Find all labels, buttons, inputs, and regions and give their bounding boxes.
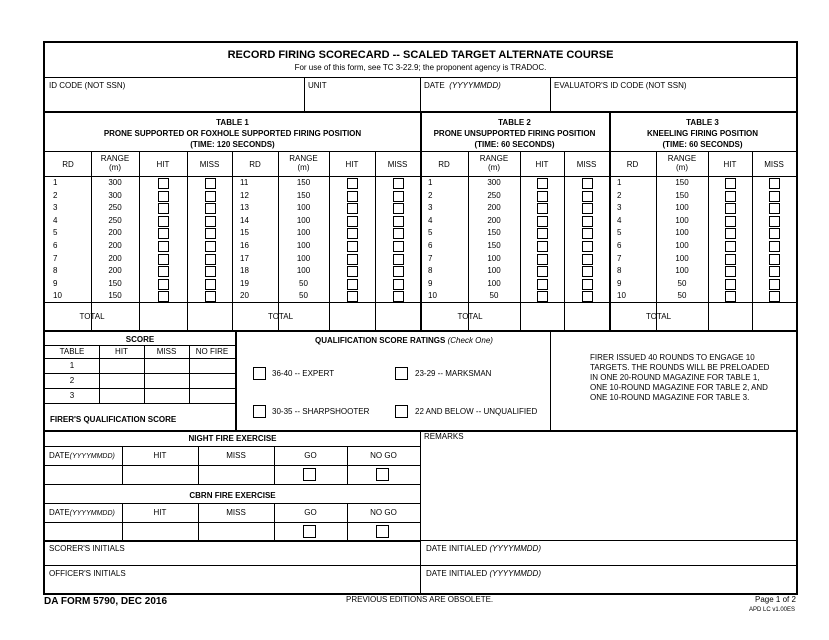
table3-rd-header: RD bbox=[626, 160, 639, 169]
remarks-label: REMARKS bbox=[424, 432, 464, 441]
round-range: 300 bbox=[108, 190, 122, 200]
table1a-rd-header: RD bbox=[62, 160, 74, 169]
round-number: 2 bbox=[617, 190, 622, 200]
round-number: 13 bbox=[240, 203, 249, 213]
hit-checkbox[interactable] bbox=[347, 291, 358, 302]
table2-heading: TABLE 2 PRONE UNSUPPORTED FIRING POSITION (TIME: 60 SECONDS) bbox=[433, 118, 596, 149]
hit-checkbox[interactable] bbox=[158, 178, 169, 189]
miss-checkbox[interactable] bbox=[582, 178, 593, 189]
table3-range-header: RANGE (m) bbox=[667, 154, 697, 172]
miss-checkbox[interactable] bbox=[205, 203, 216, 214]
miss-checkbox[interactable] bbox=[582, 203, 593, 214]
round-range: 100 bbox=[296, 215, 311, 225]
night-fire-go-header: GO bbox=[304, 451, 317, 460]
hit-checkbox[interactable] bbox=[347, 191, 358, 202]
cbrn-fire-nogo-checkbox[interactable] bbox=[376, 525, 389, 538]
round-number: 4 bbox=[53, 215, 58, 225]
hit-checkbox[interactable] bbox=[347, 241, 358, 252]
round-number: 7 bbox=[617, 253, 622, 263]
hit-checkbox[interactable] bbox=[158, 241, 169, 252]
version-label: APD LC v1.00ES bbox=[749, 607, 796, 613]
round-number: 6 bbox=[53, 241, 58, 250]
round-number: 3 bbox=[53, 203, 58, 213]
round-range: 200 bbox=[108, 253, 122, 263]
miss-checkbox[interactable] bbox=[769, 254, 780, 265]
round-range: 300 bbox=[108, 178, 122, 187]
miss-checkbox[interactable] bbox=[393, 291, 404, 302]
round-number: 10 bbox=[617, 291, 626, 301]
hit-checkbox[interactable] bbox=[537, 203, 548, 214]
hit-checkbox[interactable] bbox=[725, 216, 736, 227]
hit-checkbox[interactable] bbox=[537, 228, 548, 239]
round-range: 200 bbox=[487, 215, 501, 225]
round-range: 100 bbox=[296, 228, 311, 238]
round-range: 150 bbox=[296, 190, 311, 200]
officer-initials-label: OFFICER'S INITIALS bbox=[49, 569, 126, 578]
round-range: 100 bbox=[487, 266, 501, 276]
hit-checkbox[interactable] bbox=[158, 291, 169, 302]
miss-checkbox[interactable] bbox=[205, 241, 216, 252]
miss-checkbox[interactable] bbox=[393, 228, 404, 239]
sharpshooter-checkbox[interactable] bbox=[253, 405, 266, 418]
round-number: 4 bbox=[428, 215, 433, 225]
evaluator-id-label: EVALUATOR'S ID CODE (NOT SSN) bbox=[554, 81, 687, 90]
hit-checkbox[interactable] bbox=[725, 291, 736, 302]
cbrn-fire-go-checkbox[interactable] bbox=[303, 525, 316, 538]
round-range: 200 bbox=[108, 228, 122, 238]
hit-checkbox[interactable] bbox=[158, 203, 169, 214]
table2-total-label: TOTAL bbox=[457, 312, 483, 321]
table1b-rd-header: RD bbox=[249, 160, 261, 169]
date-label: DATE (YYYYMMDD) bbox=[424, 81, 501, 90]
round-number: 2 bbox=[53, 190, 58, 200]
hit-checkbox[interactable] bbox=[537, 178, 548, 189]
round-number: 1 bbox=[53, 178, 58, 187]
round-range: 200 bbox=[108, 266, 122, 276]
miss-checkbox[interactable] bbox=[769, 266, 780, 277]
round-range: 50 bbox=[299, 278, 308, 288]
hit-checkbox[interactable] bbox=[725, 178, 736, 189]
round-number: 8 bbox=[428, 266, 433, 276]
round-number: 20 bbox=[240, 291, 249, 301]
round-range: 200 bbox=[108, 241, 122, 250]
miss-checkbox[interactable] bbox=[205, 216, 216, 227]
round-number: 10 bbox=[428, 291, 437, 301]
table1b-range-header: RANGE (m) bbox=[289, 154, 318, 172]
hit-checkbox[interactable] bbox=[537, 254, 548, 265]
hit-checkbox[interactable] bbox=[537, 266, 548, 277]
hit-checkbox[interactable] bbox=[347, 216, 358, 227]
miss-checkbox[interactable] bbox=[393, 216, 404, 227]
round-number: 4 bbox=[617, 215, 622, 225]
miss-checkbox[interactable] bbox=[393, 241, 404, 252]
hit-checkbox[interactable] bbox=[347, 266, 358, 277]
table1a-miss-header: MISS bbox=[199, 160, 220, 169]
miss-checkbox[interactable] bbox=[582, 241, 593, 252]
table3-hit-header: HIT bbox=[723, 160, 737, 169]
table2-rd-header: RD bbox=[438, 160, 450, 169]
round-number: 2 bbox=[428, 190, 433, 200]
miss-checkbox[interactable] bbox=[393, 191, 404, 202]
hit-checkbox[interactable] bbox=[347, 228, 358, 239]
hit-checkbox[interactable] bbox=[725, 191, 736, 202]
form-title: RECORD FIRING SCORECARD -- SCALED TARGET ALTERNATE COURSE bbox=[227, 49, 614, 61]
cbrn-fire-date-label: DATE(YYYYMMDD) bbox=[49, 508, 115, 517]
round-number: 6 bbox=[428, 241, 433, 250]
score-header: TABLE bbox=[59, 347, 85, 356]
form-subtitle: For use of this form, see TC 3-22.9; the proponent agency is TRADOC. bbox=[294, 63, 547, 72]
night-fire-go-checkbox[interactable] bbox=[303, 468, 316, 481]
hit-checkbox[interactable] bbox=[158, 216, 169, 227]
miss-checkbox[interactable] bbox=[205, 291, 216, 302]
round-range: 100 bbox=[675, 266, 689, 276]
table3-miss-header: MISS bbox=[764, 160, 784, 169]
round-range: 100 bbox=[675, 228, 689, 238]
table1b-miss-header: MISS bbox=[387, 160, 408, 169]
scorecard-form bbox=[43, 41, 798, 595]
round-range: 150 bbox=[296, 178, 311, 187]
miss-checkbox[interactable] bbox=[205, 279, 216, 290]
form-id: DA FORM 5790, DEC 2016 bbox=[44, 596, 168, 607]
round-number: 1 bbox=[428, 178, 433, 187]
round-number: 9 bbox=[428, 278, 433, 288]
score-title: SCORE bbox=[125, 335, 155, 344]
round-range: 150 bbox=[487, 241, 501, 250]
officer-date-initialed-label: DATE INITIALED (YYYYMMDD) bbox=[426, 569, 541, 578]
hit-checkbox[interactable] bbox=[158, 279, 169, 290]
hit-checkbox[interactable] bbox=[537, 279, 548, 290]
round-number: 8 bbox=[617, 266, 622, 276]
round-range: 100 bbox=[296, 253, 311, 263]
table2-range-header: RANGE (m) bbox=[479, 154, 509, 172]
round-number: 1 bbox=[617, 178, 622, 187]
round-number: 18 bbox=[240, 266, 249, 276]
round-number: 5 bbox=[53, 228, 58, 238]
round-range: 50 bbox=[677, 291, 687, 301]
round-number: 5 bbox=[428, 228, 433, 238]
unit-label: UNIT bbox=[308, 81, 327, 90]
round-number: 14 bbox=[240, 215, 249, 225]
round-range: 100 bbox=[675, 203, 689, 213]
hit-checkbox[interactable] bbox=[725, 203, 736, 214]
round-number: 16 bbox=[240, 241, 249, 250]
hit-checkbox[interactable] bbox=[725, 228, 736, 239]
round-number: 8 bbox=[53, 266, 58, 276]
round-range: 50 bbox=[677, 278, 687, 288]
table3-heading: TABLE 3 KNEELING FIRING POSITION (TIME: 60 SECONDS) bbox=[646, 118, 759, 149]
round-range: 50 bbox=[299, 291, 308, 301]
round-range: 250 bbox=[108, 203, 122, 213]
miss-checkbox[interactable] bbox=[582, 291, 593, 302]
round-range: 100 bbox=[675, 215, 689, 225]
hit-checkbox[interactable] bbox=[347, 279, 358, 290]
hit-checkbox[interactable] bbox=[725, 266, 736, 277]
miss-checkbox[interactable] bbox=[205, 228, 216, 239]
round-range: 150 bbox=[108, 278, 122, 288]
miss-checkbox[interactable] bbox=[582, 228, 593, 239]
round-range: 100 bbox=[675, 241, 689, 250]
table1a-hit-header: HIT bbox=[156, 160, 170, 169]
score-header: MISS bbox=[156, 347, 177, 356]
hit-checkbox[interactable] bbox=[725, 254, 736, 265]
round-range: 100 bbox=[296, 241, 311, 250]
score-header: NO FIRE bbox=[195, 347, 229, 356]
round-number: 10 bbox=[53, 291, 62, 301]
night-fire-nogo-header: NO GO bbox=[370, 451, 397, 460]
cbrn-fire-nogo-header: NO GO bbox=[370, 508, 397, 517]
night-fire-hit-header: HIT bbox=[153, 451, 167, 460]
miss-checkbox[interactable] bbox=[582, 191, 593, 202]
cbrn-fire-title: CBRN FIRE EXERCISE bbox=[189, 491, 276, 500]
expert-checkbox[interactable] bbox=[253, 367, 266, 380]
round-number: 17 bbox=[240, 253, 249, 263]
round-number: 6 bbox=[617, 241, 622, 250]
cbrn-fire-go-header: GO bbox=[304, 508, 317, 517]
hit-checkbox[interactable] bbox=[537, 241, 548, 252]
miss-checkbox[interactable] bbox=[393, 266, 404, 277]
round-range: 100 bbox=[675, 253, 689, 263]
round-number: 7 bbox=[53, 253, 58, 263]
round-number: 15 bbox=[240, 228, 249, 238]
miss-checkbox[interactable] bbox=[769, 178, 780, 189]
round-range: 250 bbox=[487, 190, 501, 200]
expert-label: 36-40 -- EXPERT bbox=[272, 369, 335, 378]
hit-checkbox[interactable] bbox=[537, 291, 548, 302]
round-range: 100 bbox=[487, 253, 501, 263]
round-range: 100 bbox=[296, 266, 311, 276]
score-table-number: 2 bbox=[69, 376, 75, 385]
table3-total-label: TOTAL bbox=[645, 312, 672, 321]
hit-checkbox[interactable] bbox=[158, 191, 169, 202]
miss-checkbox[interactable] bbox=[205, 266, 216, 277]
table2-hit-header: HIT bbox=[535, 160, 549, 169]
cbrn-fire-hit-header: HIT bbox=[153, 508, 167, 517]
marksman-label: 23-29 -- MARKSMAN bbox=[415, 369, 492, 378]
miss-checkbox[interactable] bbox=[393, 203, 404, 214]
round-number: 7 bbox=[428, 253, 433, 263]
round-number: 19 bbox=[240, 278, 249, 288]
miss-checkbox[interactable] bbox=[769, 191, 780, 202]
marksman-checkbox[interactable] bbox=[395, 367, 408, 380]
page-number: Page 1 of 2 bbox=[755, 595, 796, 604]
miss-checkbox[interactable] bbox=[769, 203, 780, 214]
miss-checkbox[interactable] bbox=[582, 279, 593, 290]
table1a-range-header: RANGE (m) bbox=[100, 154, 130, 172]
id-code-label: ID CODE (NOT SSN) bbox=[49, 81, 126, 90]
miss-checkbox[interactable] bbox=[769, 241, 780, 252]
unqualified-checkbox[interactable] bbox=[395, 405, 408, 418]
score-table-number: 1 bbox=[69, 361, 75, 370]
round-range: 100 bbox=[487, 278, 501, 288]
round-number: 11 bbox=[240, 178, 249, 187]
hit-checkbox[interactable] bbox=[347, 254, 358, 265]
round-number: 9 bbox=[617, 278, 622, 288]
miss-checkbox[interactable] bbox=[582, 254, 593, 265]
hit-checkbox[interactable] bbox=[537, 216, 548, 227]
round-range: 150 bbox=[108, 291, 122, 301]
round-range: 150 bbox=[487, 228, 501, 238]
night-fire-miss-header: MISS bbox=[226, 451, 246, 460]
hit-checkbox[interactable] bbox=[158, 254, 169, 265]
miss-checkbox[interactable] bbox=[393, 254, 404, 265]
table1b-hit-header: HIT bbox=[345, 160, 359, 169]
scorer-initials-label: SCORER'S INITIALS bbox=[49, 544, 125, 553]
hit-checkbox[interactable] bbox=[725, 241, 736, 252]
obsolete-notice: PREVIOUS EDITIONS ARE OBSOLETE. bbox=[346, 595, 494, 604]
miss-checkbox[interactable] bbox=[205, 254, 216, 265]
miss-checkbox[interactable] bbox=[393, 178, 404, 189]
night-fire-title: NIGHT FIRE EXERCISE bbox=[188, 434, 277, 443]
qualification-title: QUALIFICATION SCORE RATINGS (Check One) bbox=[315, 336, 493, 345]
hit-checkbox[interactable] bbox=[537, 191, 548, 202]
round-number: 3 bbox=[428, 203, 433, 213]
round-range: 150 bbox=[675, 178, 689, 187]
table1b-total-label: TOTAL bbox=[267, 312, 294, 321]
hit-checkbox[interactable] bbox=[725, 279, 736, 290]
hit-checkbox[interactable] bbox=[347, 178, 358, 189]
round-range: 300 bbox=[487, 178, 501, 187]
miss-checkbox[interactable] bbox=[582, 266, 593, 277]
miss-checkbox[interactable] bbox=[393, 279, 404, 290]
round-range: 50 bbox=[489, 291, 499, 301]
round-range: 150 bbox=[675, 190, 689, 200]
miss-checkbox[interactable] bbox=[205, 191, 216, 202]
round-range: 200 bbox=[487, 203, 501, 213]
night-fire-date-label: DATE(YYYYMMDD) bbox=[49, 451, 115, 460]
round-range: 250 bbox=[108, 215, 122, 225]
unqualified-label: 22 AND BELOW -- UNQUALIFIED bbox=[415, 407, 538, 416]
score-table-number: 3 bbox=[69, 391, 75, 400]
miss-checkbox[interactable] bbox=[769, 228, 780, 239]
miss-checkbox[interactable] bbox=[205, 178, 216, 189]
miss-checkbox[interactable] bbox=[769, 279, 780, 290]
miss-checkbox[interactable] bbox=[582, 216, 593, 227]
scorer-date-initialed-label: DATE INITIALED (YYYYMMDD) bbox=[426, 544, 541, 553]
remarks-input[interactable] bbox=[424, 443, 792, 538]
round-number: 9 bbox=[53, 278, 58, 288]
night-fire-nogo-checkbox[interactable] bbox=[376, 468, 389, 481]
miss-checkbox[interactable] bbox=[769, 291, 780, 302]
table1a-total-label: TOTAL bbox=[79, 312, 105, 321]
table2-miss-header: MISS bbox=[576, 160, 597, 169]
score-header: HIT bbox=[115, 347, 128, 356]
round-range: 100 bbox=[296, 203, 311, 213]
hit-checkbox[interactable] bbox=[158, 266, 169, 277]
round-number: 12 bbox=[240, 190, 249, 200]
table1-heading: TABLE 1 PRONE SUPPORTED OR FOXHOLE SUPPORTED FIRING POSITION (TIME: 120 SECONDS) bbox=[103, 118, 362, 149]
hit-checkbox[interactable] bbox=[158, 228, 169, 239]
cbrn-fire-miss-header: MISS bbox=[226, 508, 246, 517]
round-number: 5 bbox=[617, 228, 622, 238]
hit-checkbox[interactable] bbox=[347, 203, 358, 214]
miss-checkbox[interactable] bbox=[769, 216, 780, 227]
rounds-note: FIRER ISSUED 40 ROUNDS TO ENGAGE 10 TARGETS. THE ROUNDS WILL BE PRELOADED IN ONE 20-ROUND MAGAZINE FOR TABLE 1, ONE 10-ROUND MAGAZINE FOR TABLE 2, AND ONE 10-ROUND MAGAZINE FOR TABLE 3. bbox=[590, 353, 770, 402]
round-number: 3 bbox=[617, 203, 622, 213]
sharpshooter-label: 30-35 -- SHARPSHOOTER bbox=[272, 407, 370, 416]
firer-qualification-score-label: FIRER'S QUALIFICATION SCORE bbox=[50, 415, 177, 424]
